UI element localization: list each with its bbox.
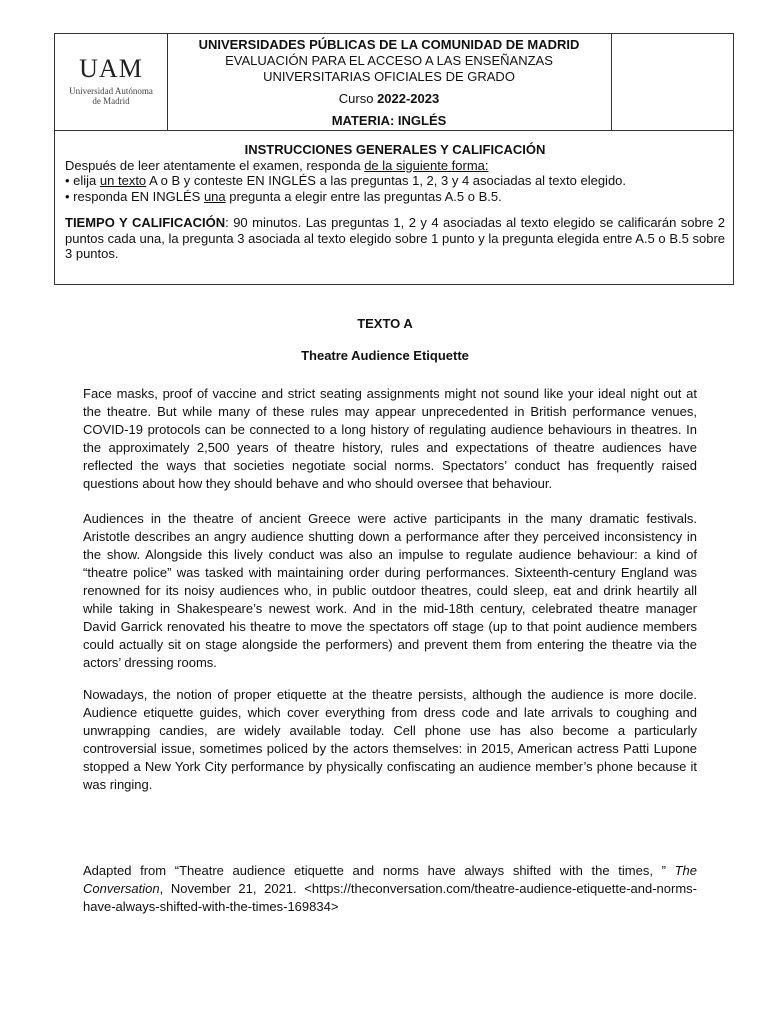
header-top-row — [55, 34, 733, 131]
course-label: Curso — [338, 91, 378, 106]
course-year — [167, 91, 611, 107]
paragraph-2: Audiences in the theatre of ancient Greece were active participants in the many dramatic festivals. Aristotle describes an angry audience shutting down a performance after they perceived inconsistency in the show. Alongside this lively conduct was also an impulse to regulate audience behaviour: a kind of “theatre police” was tasked with maintaining order during performances. Sixteenth-century England was renowned for its noisy audiences who, in public outdoor theatres, could sleep, eat and drink heartily all while taking in Shakespeare’s newest work. And in the mid-18th century, celebrated theatre manager David Garrick renovated his theatre to move the spectators off stage (up to that point audience members could actually sit on stage alongside the performers) and prevent them from entering the theatre via the actors’ dressing rooms. — [83, 511, 697, 670]
logo-name-line1: Universidad Autónoma — [69, 86, 153, 96]
source-citation — [83, 862, 697, 916]
intro-text: Después de leer atentamente el examen, responda — [65, 157, 365, 173]
article-title: Theatre Audience Etiquette — [301, 348, 469, 363]
source-publication: The Conversation — [83, 863, 697, 896]
logo-name-line2: de Madrid — [92, 96, 130, 106]
text-label: TEXTO A — [357, 316, 413, 331]
instruction-bullet-1 — [65, 173, 725, 189]
university-logo — [55, 34, 168, 130]
paragraph-3: Nowadays, the notion of proper etiquette at the theatre persists, although the audience is more docile. Audience etiquette guides, which cover everything from dress code and late arrivals to coughing and unwrapping candies, are widely available today. Cell phone use has also become a particularly controversial issue, sometimes policed by the actors themselves: in 2015, American actress Patti Lupone stopped a New York City performance by physically confiscating an audience member’s phone because it was ringing. — [83, 687, 697, 792]
source-prefix: Adapted from “Theatre audience etiquette and norms have always shifted with the times, ” — [83, 863, 675, 878]
instructions-intro — [65, 158, 725, 174]
intro-underlined: de la siguiente forma: — [364, 157, 489, 173]
paragraph-1: Face masks, proof of vaccine and strict seating assignments might not sound like your ideal night out at the theatre. But while many of these rules may appear unprecedented in British performance venues, COVID-19 protocols can be connected to a long history of regulating audience behaviours in theatres. In the approximately 2,500 years of theatre history, rules and expectations of theatre audiences have reflected the ways that societies negotiate social norms. Spectators’ conduct has frequently raised questions about how they should behave and who should oversee that behaviour. — [83, 386, 697, 491]
instruction-bullet-2 — [65, 189, 725, 205]
time-and-grading — [65, 215, 725, 262]
source-suffix: , November 21, 2021. <https://theconversation.com/theatre-audience-etiquette-and-norms-have-always-shifted-with-the-times-169834> — [83, 881, 697, 914]
bullet2-text-a: • responda EN INGLÉS — [65, 188, 204, 204]
bullet2-text-b: pregunta a elegir entre las preguntas A.5 o B.5. — [225, 188, 502, 204]
bullet1-text-a: • elija — [65, 173, 100, 188]
grade-box — [611, 34, 733, 130]
subject-label: MATERIA: INGLÉS — [331, 113, 447, 128]
bullet1-underlined: un texto — [99, 173, 147, 188]
time-label: TIEMPO Y CALIFICACIÓN — [65, 215, 226, 230]
time-text: : 90 minutos. Las preguntas 1, 2 y 4 asociadas al texto elegido se calificarán sobre 2 puntos cada una, la pregunta 3 asociada al texto elegido sobre 1 punto y la pregunta elegida entre A.5 o B.5 sobre 3 puntos. — [65, 215, 725, 261]
exam-title-cell — [167, 34, 612, 130]
exam-title-line2: EVALUACIÓN PARA EL ACCESO A LAS ENSEÑANZAS — [225, 53, 553, 68]
instructions-title: INSTRUCCIONES GENERALES Y CALIFICACIÓN — [244, 142, 546, 157]
exam-title-line3: UNIVERSITARIAS OFICIALES DE GRADO — [263, 69, 515, 84]
exam-title-line1: UNIVERSIDADES PÚBLICAS DE LA COMUNIDAD DE MADRID — [198, 37, 580, 52]
bullet1-text-b: A o B y conteste EN INGLÉS a las preguntas 1, 2, 3 y 4 asociadas al texto elegido. — [146, 173, 627, 188]
exam-header-table — [54, 33, 734, 285]
bullet2-underlined: una — [203, 188, 226, 204]
course-value: 2022-2023 — [377, 91, 440, 106]
general-instructions — [65, 142, 725, 262]
uam-logo-mark: UAM — [79, 54, 143, 83]
